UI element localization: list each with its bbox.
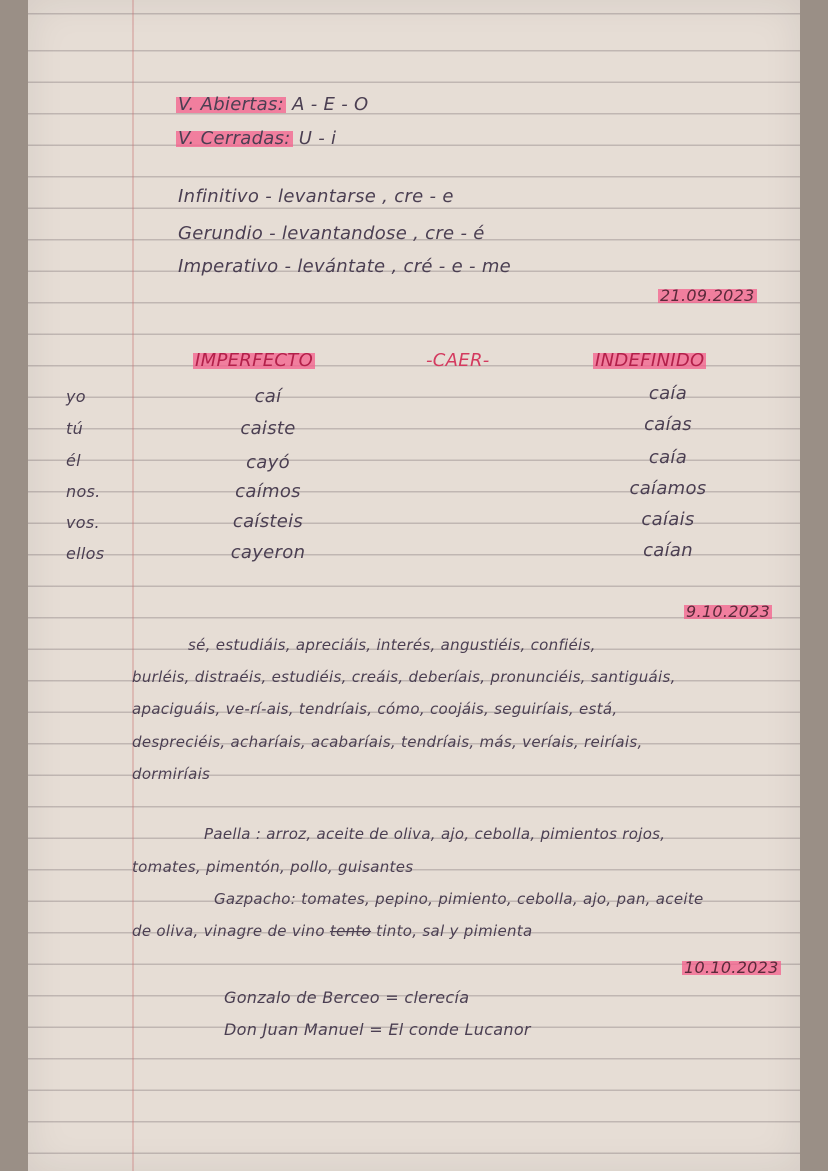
- imperfecto-form: cayeron: [230, 542, 306, 563]
- accent-words-line: despreciéis, acharíais, acabaríais, tendríais, más, veríais, reiríais,: [132, 733, 643, 751]
- vowels-closed-label: V. Cerradas:: [178, 128, 291, 149]
- vowels-open-label: V. Abiertas:: [178, 94, 285, 115]
- pronoun: nos.: [66, 482, 101, 501]
- vowels-closed-value: U - i: [298, 128, 337, 149]
- date-1: 21.09.2023: [660, 286, 755, 305]
- pronoun: tú: [66, 419, 84, 438]
- imperfecto-form: caí: [254, 386, 282, 407]
- date-2: 9.10.2023: [686, 602, 771, 621]
- accent-words-line: apaciguáis, ve-rí-ais, tendríais, cómo, coojáis, seguiríais, está,: [132, 700, 618, 718]
- gazpacho-line-1: Gazpacho: tomates, pepino, pimiento, cebolla, ajo, pan, aceite: [214, 890, 704, 908]
- imperfecto-form: caímos: [235, 481, 301, 502]
- indefinido-form: caía: [648, 447, 688, 468]
- date-3: 10.10.2023: [684, 958, 779, 977]
- gazpacho-line-2: de oliva, vinagre de vino tento tinto, sal y pimienta: [132, 922, 533, 940]
- accent-words-line: dormiríais: [132, 765, 211, 783]
- notebook-page: [28, 0, 800, 1171]
- author-line: Don Juan Manuel = El conde Lucanor: [224, 1020, 531, 1039]
- imperfecto-form: caiste: [240, 418, 296, 439]
- form-infinitivo: Infinitivo - levantarse , cre - e: [178, 186, 454, 207]
- pronoun: ellos: [66, 544, 105, 563]
- strikethrough-word: tento: [329, 922, 372, 940]
- imperfecto-form: cayó: [246, 452, 290, 473]
- author-line: Gonzalo de Berceo = clerecía: [224, 988, 470, 1007]
- form-gerundio: Gerundio - levantandose , cre - é: [178, 223, 485, 244]
- accent-words-line: sé, estudiáis, apreciáis, interés, angustiéis, confiéis,: [188, 636, 596, 654]
- indefinido-form: caíamos: [629, 478, 707, 499]
- paella-line-2: tomates, pimentón, pollo, guisantes: [132, 858, 414, 876]
- pronoun: vos.: [66, 513, 100, 532]
- pronoun: yo: [66, 387, 86, 406]
- indefinido-form: caíais: [641, 509, 695, 530]
- vowels-open: [176, 94, 369, 115]
- heading-indefinido: INDEFINIDO: [595, 350, 705, 371]
- heading-caer: -CAER-: [426, 350, 490, 371]
- indefinido-form: caían: [643, 540, 693, 561]
- form-imperativo: Imperativo - levántate , cré - e - me: [178, 256, 512, 277]
- vowels-open-value: A - E - O: [292, 94, 369, 115]
- indefinido-form: caía: [648, 383, 688, 404]
- paella-line-1: Paella : arroz, aceite de oliva, ajo, cebolla, pimientos rojos,: [204, 825, 666, 843]
- accent-words-line: burléis, distraéis, estudiéis, creáis, deberíais, pronunciéis, santiguáis,: [132, 668, 676, 686]
- imperfecto-form: caísteis: [232, 511, 304, 532]
- pronoun: él: [66, 451, 81, 470]
- heading-imperfecto: IMPERFECTO: [195, 350, 314, 371]
- margin-line: [132, 0, 134, 1171]
- indefinido-form: caías: [644, 414, 692, 435]
- vowels-closed: [176, 128, 336, 149]
